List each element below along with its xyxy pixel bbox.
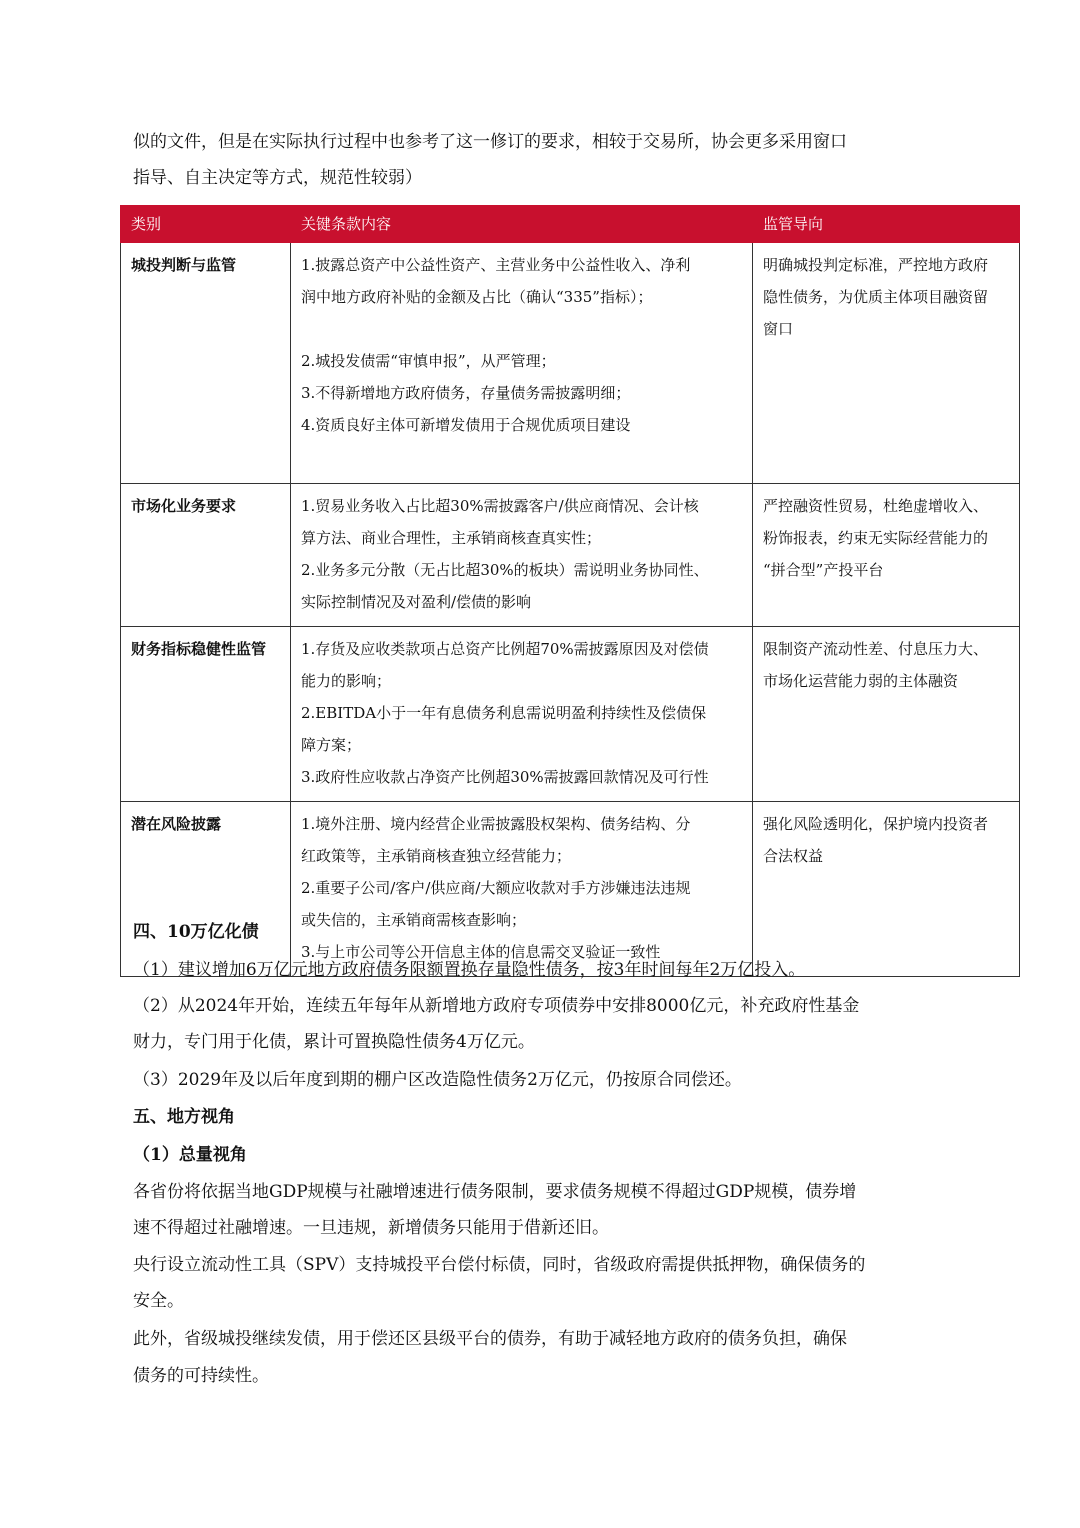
content-gap [301,313,742,345]
guidance-line: “拼合型”产投平台 [763,561,884,579]
guidance-line: 隐性债务，为优质主体项目融资留 [763,288,989,306]
content-line: 1.存货及应收类款项占总资产比例超70%需披露原因及对偿债 [301,640,709,658]
table-row [121,484,1020,627]
row-category: 财务指标稳健性监管 [121,627,291,802]
row-category: 潜在风险披露 [121,802,291,977]
row-guidance [753,627,1020,802]
row-guidance [753,802,1020,977]
content-line: 2.城投发债需“审慎申报”，从严管理； [301,352,556,370]
content-line: 1.境外注册、境内经营企业需披露股权架构、债务结构、分 [301,815,691,833]
section-5-line: 央行设立流动性工具（SPV）支持城投平台偿付标债，同时，省级政府需提供抵押物，确保债务的 [133,1255,866,1275]
row-guidance [753,243,1020,484]
content-line: 能力的影响； [301,672,392,690]
content-line: 1.披露总资产中公益性资产、主营业务中公益性收入、净利 [301,256,691,274]
table-row [121,243,1020,484]
guidance-line: 窗口 [763,320,794,338]
row-content [291,802,753,977]
section-5-line: 债务的可持续性。 [133,1366,269,1386]
content-line: 算方法、商业合理性，主承销商核查真实性； [301,529,602,547]
row-guidance [753,484,1020,627]
section-4-item: 财力，专门用于化债，累计可置换隐性债务4万亿元。 [133,1032,535,1052]
row-content [291,484,753,627]
content-line: 3.政府性应收款占净资产比例超30%需披露回款情况及可行性 [301,768,709,786]
guidance-line: 明确城投判定标准，严控地方政府 [763,256,989,274]
content-line: 实际控制情况及对盈利/偿债的影响 [301,593,532,611]
content-line: 2.重要子公司/客户/供应商/大额应收款对手方涉嫌违法违规 [301,879,691,897]
section-5-line: 各省份将依据当地GDP规模与社融增速进行债务限制，要求债务规模不得超过GDP规模，债券增 [133,1182,857,1202]
section-4-item: （3）2029年及以后年度到期的棚户区改造隐性债务2万亿元，仍按原合同偿还。 [133,1070,742,1090]
table-row [121,802,1020,977]
content-line: 2.业务多元分散（无占比超30%的板块）需说明业务协同性、 [301,561,709,579]
content-line: 1.贸易业务收入占比超30%需披露客户/供应商情况、会计核 [301,497,699,515]
section-5-line: 安全。 [133,1291,184,1311]
content-line: 3.与上市公司等公开信息主体的信息需交叉验证一致性 [301,943,661,961]
guidance-line: 粉饰报表，约束无实际经营能力的 [763,529,989,547]
section-4-item: （2）从2024年开始，连续五年每年从新增地方政府专项债券中安排8000亿元，补充政府性基金 [133,996,860,1016]
guidance-line: 严控融资性贸易，杜绝虚增收入、 [763,497,989,515]
content-line: 红政策等，主承销商核查独立经营能力； [301,847,572,865]
guidance-line: 合法权益 [763,847,824,865]
row-content [291,627,753,802]
table-row [121,627,1020,802]
intro-line-2: 指导、自主决定等方式，规范性较弱） [133,168,422,188]
header-guidance: 监管导向 [753,206,1020,243]
section-5-title: 五、地方视角 [133,1107,235,1127]
section-4-item: （1）建议增加6万亿元地方政府债务限额置换存量隐性债务，按3年时间每年2万亿投入。 [133,960,806,980]
table-header-row [121,206,1020,243]
content-line: 3.不得新增地方政府债务，存量债务需披露明细； [301,384,631,402]
row-category: 市场化业务要求 [121,484,291,627]
header-content: 关键条款内容 [291,206,753,243]
regulation-table [120,205,1020,977]
section-5-line: 速不得超过社融增速。一旦违规，新增债务只能用于借新还旧。 [133,1218,609,1238]
row-content [291,243,753,484]
guidance-line: 强化风险透明化，保护境内投资者 [763,815,989,833]
content-line: 或失信的，主承销商需核查影响； [301,911,527,929]
content-line: 润中地方政府补贴的金额及占比（确认“335”指标）； [301,288,653,306]
section-5-line: 此外，省级城投继续发债，用于偿还区县级平台的债券，有助于减轻地方政府的债务负担，确保 [133,1329,847,1349]
content-line: 障方案； [301,736,362,754]
content-line: 4.资质良好主体可新增发债用于合规优质项目建设 [301,416,631,434]
content-line: 2.EBITDA小于一年有息债务利息需说明盈利持续性及偿债保 [301,704,707,722]
guidance-line: 市场化运营能力弱的主体融资 [763,672,959,690]
intro-line-1: 似的文件，但是在实际执行过程中也参考了这一修订的要求，相较于交易所，协会更多采用窗口 [133,132,847,152]
guidance-line: 限制资产流动性差、付息压力大、 [763,640,989,658]
row-category: 城投判断与监管 [121,243,291,484]
section-4-title: 四、10万亿化债 [133,922,259,942]
section-5-subtitle: （1）总量视角 [133,1145,247,1165]
header-category: 类别 [121,206,291,243]
